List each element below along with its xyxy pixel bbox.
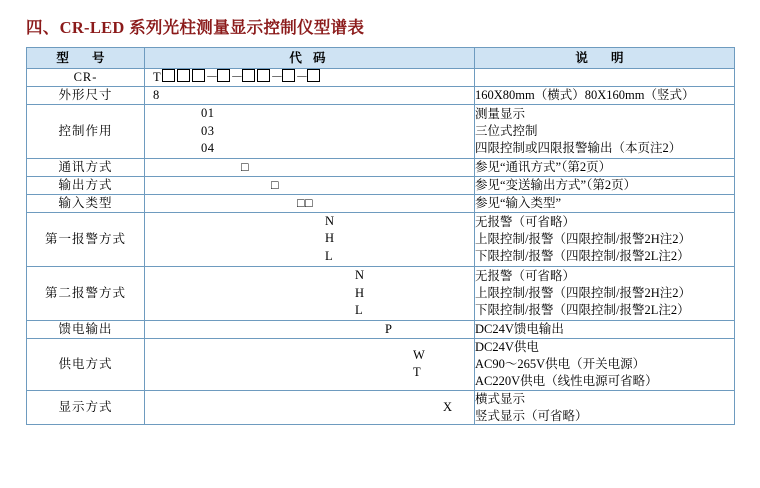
code-value: H	[355, 285, 365, 300]
row-label: 第一报警方式	[27, 212, 145, 266]
code-box	[307, 69, 320, 82]
code-box	[162, 69, 175, 82]
row-label: 输出方式	[27, 176, 145, 194]
row-desc	[475, 194, 735, 212]
table-row	[27, 104, 735, 158]
row-desc	[475, 104, 735, 158]
row-label: 馈电输出	[27, 321, 145, 339]
code-value: H	[325, 231, 335, 246]
code-box	[257, 69, 270, 82]
table-row	[27, 390, 735, 425]
code-value: □	[241, 160, 250, 174]
code-value: X	[443, 400, 453, 415]
row-desc	[475, 86, 735, 104]
desc-line: 无报警（可省略）	[475, 269, 576, 284]
row-code	[145, 212, 475, 266]
code-dash: －	[295, 70, 309, 84]
table-header-row	[27, 48, 735, 69]
row-code	[145, 104, 475, 158]
header-code: 代 码	[145, 48, 475, 69]
desc-line: 四限控制或四限报警输出（本页注2）	[475, 140, 682, 155]
row-desc	[475, 69, 735, 87]
row-desc	[475, 390, 735, 425]
desc-line: AC90～265V供电（开关电源）	[475, 356, 646, 371]
table-row	[27, 266, 735, 320]
code-token-t: T	[153, 70, 161, 84]
table-row	[27, 339, 735, 391]
row-desc	[475, 266, 735, 320]
desc-line: 参见“输入类型”	[475, 195, 562, 210]
code-value: 03	[201, 123, 215, 138]
desc-line: 参见“变送输出方式”（第2页）	[475, 177, 637, 192]
row-code	[145, 321, 475, 339]
table-row	[27, 176, 735, 194]
desc-line: 竖式显示（可省略）	[475, 408, 588, 423]
code-dash: －	[205, 70, 219, 84]
table-row	[27, 159, 735, 177]
row-code	[145, 69, 475, 87]
desc-line: 下限控制/报警（四限控制/报警2L注2）	[475, 248, 690, 263]
row-code	[145, 390, 475, 425]
desc-line: 三位式控制	[475, 123, 538, 138]
code-value: W	[413, 347, 426, 362]
model-spec-table	[26, 47, 735, 425]
desc-line: 横式显示	[475, 391, 526, 406]
desc-line: 下限控制/报警（四限控制/报警2L注2）	[475, 302, 690, 317]
row-code	[145, 266, 475, 320]
code-value: 8	[153, 87, 160, 102]
desc-line: 上限控制/报警（四限控制/报警2H注2）	[475, 231, 691, 246]
code-box	[282, 69, 295, 82]
header-desc: 说 明	[475, 48, 735, 69]
row-desc	[475, 321, 735, 339]
code-value: 04	[201, 141, 215, 156]
page-title: 四、CR-LED 系列光柱测量显示控制仪型谱表	[26, 18, 365, 37]
desc-line: 参见“通讯方式”（第2页）	[475, 160, 612, 174]
code-dash: －	[230, 70, 244, 84]
code-value: T	[413, 365, 422, 380]
row-code	[145, 194, 475, 212]
code-value: N	[325, 213, 335, 228]
header-model: 型 号	[27, 48, 145, 69]
desc-line: 测量显示	[475, 107, 526, 122]
row-label: 供电方式	[27, 339, 145, 391]
code-box	[242, 69, 255, 82]
code-value: P	[385, 322, 393, 337]
code-value: N	[355, 267, 365, 282]
row-label: 显示方式	[27, 390, 145, 425]
row-label: 输入类型	[27, 194, 145, 212]
row-desc	[475, 159, 735, 177]
code-value: L	[325, 249, 334, 264]
row-label: CR-	[27, 69, 145, 87]
code-box	[177, 69, 190, 82]
table-row	[27, 86, 735, 104]
code-value: 01	[201, 105, 215, 120]
desc-line: AC220V供电（线性电源可省略）	[475, 373, 658, 388]
code-value: □	[271, 177, 280, 192]
row-desc	[475, 339, 735, 391]
table-row	[27, 212, 735, 266]
code-value: □□	[297, 195, 314, 210]
row-label: 控制作用	[27, 104, 145, 158]
row-code	[145, 159, 475, 177]
table-row	[27, 69, 735, 87]
row-code	[145, 86, 475, 104]
code-box	[217, 69, 230, 82]
row-label: 外形尺寸	[27, 86, 145, 104]
desc-line: 上限控制/报警（四限控制/报警2H注2）	[475, 286, 691, 301]
row-label: 第二报警方式	[27, 266, 145, 320]
row-label: 通讯方式	[27, 159, 145, 177]
row-desc	[475, 176, 735, 194]
desc-line: 160X80mm（横式）80X160mm（竖式）	[475, 87, 695, 102]
row-code	[145, 339, 475, 391]
desc-line: DC24V供电	[475, 340, 539, 354]
desc-line: DC24V馈电输出	[475, 322, 564, 337]
code-dash: －	[270, 70, 284, 84]
code-value: L	[355, 303, 364, 318]
table-row	[27, 321, 735, 339]
row-desc	[475, 212, 735, 266]
code-box	[192, 69, 205, 82]
row-code	[145, 176, 475, 194]
table-row	[27, 194, 735, 212]
desc-line: 无报警（可省略）	[475, 214, 576, 229]
